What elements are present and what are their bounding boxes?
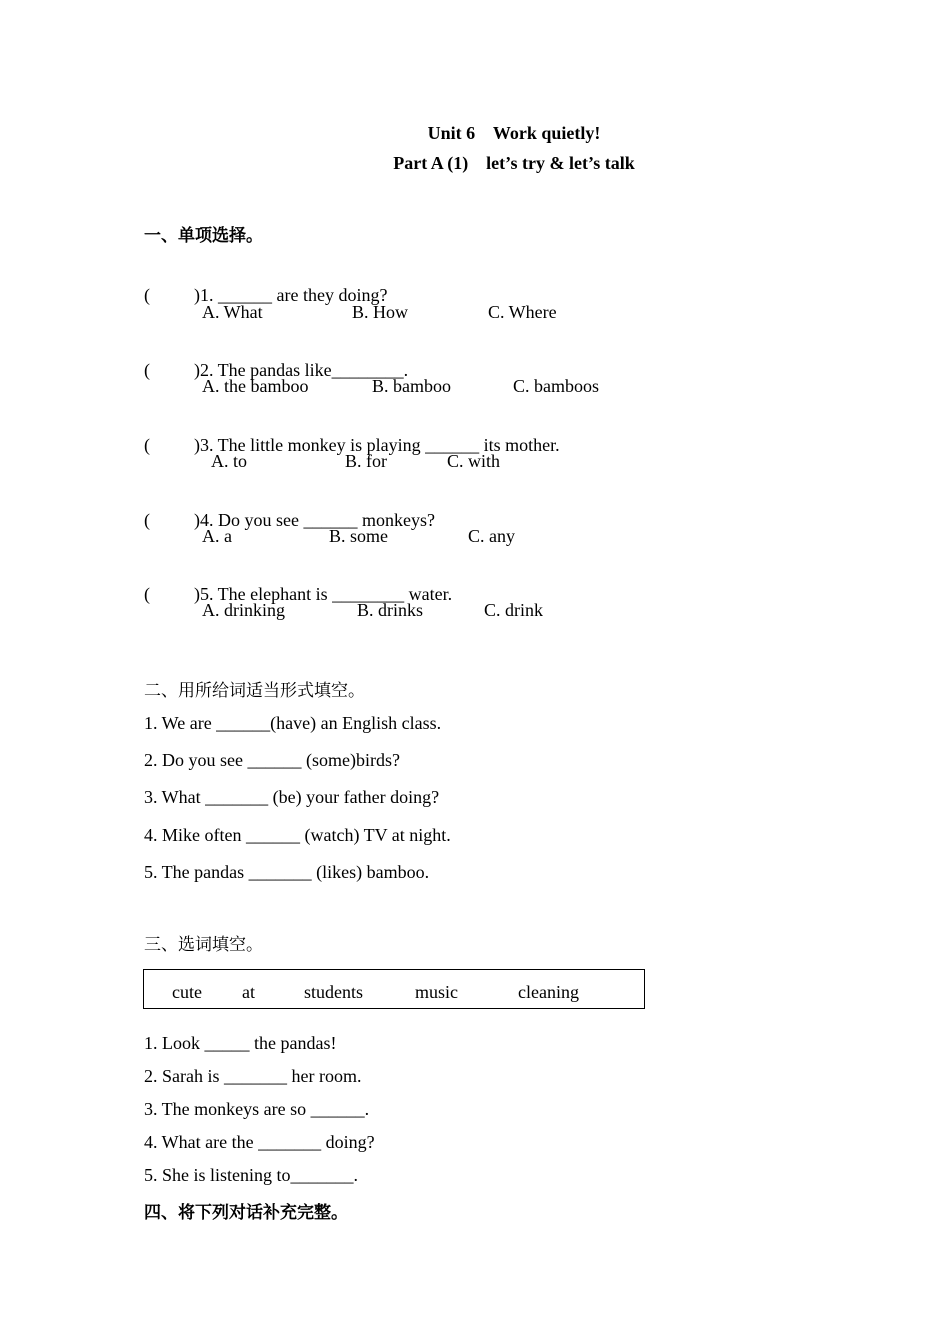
- s1-q3-option-a: A. to: [211, 451, 247, 471]
- s3-item-1: 1. Look _____ the pandas!: [144, 1033, 337, 1053]
- s1-q4-option-c: C. any: [468, 526, 515, 546]
- word-bank-box: [143, 969, 645, 1009]
- question-text: )2. The pandas like________.: [194, 360, 409, 380]
- word-bank-item: cleaning: [518, 982, 579, 1002]
- s1-question-3: [144, 414, 560, 456]
- s1-q5-option-a: A. drinking: [202, 600, 285, 620]
- s2-item-4: 4. Mike often ______ (watch) TV at night.: [144, 825, 451, 845]
- section3-heading: 三、选词填空。: [144, 935, 263, 955]
- word-bank-item: cute: [172, 982, 202, 1002]
- s3-item-2: 2. Sarah is _______ her room.: [144, 1066, 362, 1086]
- s1-q1-option-b: B. How: [352, 302, 409, 322]
- question-text: )4. Do you see ______ monkeys?: [194, 510, 435, 530]
- question-text: )1. ______ are they doing?: [194, 285, 388, 305]
- s1-q4-option-a: A. a: [202, 526, 232, 546]
- s1-question-4: [144, 489, 435, 531]
- answer-paren: (: [144, 360, 150, 380]
- s1-q5-option-b: B. drinks: [357, 600, 424, 620]
- s1-q3-option-b: B. for: [345, 451, 387, 471]
- s1-q3-option-c: C. with: [447, 451, 501, 471]
- s3-item-5: 5. She is listening to_______.: [144, 1165, 359, 1185]
- word-bank-item: music: [415, 982, 458, 1002]
- section1-heading: 一、单项选择。: [144, 226, 263, 246]
- s1-q1-option-c: C. Where: [488, 302, 557, 322]
- s1-q5-option-c: C. drink: [484, 600, 544, 620]
- s1-question-5: [144, 563, 453, 605]
- s1-q1-option-a: A. What: [202, 302, 263, 322]
- s3-item-3: 3. The monkeys are so ______.: [144, 1099, 370, 1119]
- worksheet-title: Unit 6 Work quietly!: [427, 123, 601, 143]
- s1-q2-option-b: B. bamboo: [372, 376, 451, 396]
- s2-item-5: 5. The pandas _______ (likes) bamboo.: [144, 862, 430, 882]
- answer-paren: (: [144, 285, 150, 305]
- word-bank-item: students: [304, 982, 364, 1002]
- s1-question-2: [144, 339, 409, 381]
- s1-q4-option-b: B. some: [329, 526, 389, 546]
- section4-heading: 四、将下列对话补充完整。: [144, 1203, 348, 1223]
- s2-item-3: 3. What _______ (be) your father doing?: [144, 787, 440, 807]
- s1-q2-option-a: A. the bamboo: [202, 376, 309, 396]
- s1-q2-option-c: C. bamboos: [513, 376, 600, 396]
- answer-paren: (: [144, 584, 150, 604]
- s2-item-1: 1. We are ______(have) an English class.: [144, 713, 442, 733]
- section2-heading: 二、用所给词适当形式填空。: [144, 681, 365, 701]
- worksheet-subtitle: Part A (1) let’s try & let’s talk: [393, 153, 635, 173]
- s3-item-4: 4. What are the _______ doing?: [144, 1132, 375, 1152]
- answer-paren: (: [144, 510, 150, 530]
- word-bank-item: at: [242, 982, 255, 1002]
- question-text: )3. The little monkey is playing ______ its mother.: [194, 435, 560, 455]
- s1-question-1: [144, 264, 388, 306]
- answer-paren: (: [144, 435, 150, 455]
- question-text: )5. The elephant is ________ water.: [194, 584, 453, 604]
- s2-item-2: 2. Do you see ______ (some)birds?: [144, 750, 400, 770]
